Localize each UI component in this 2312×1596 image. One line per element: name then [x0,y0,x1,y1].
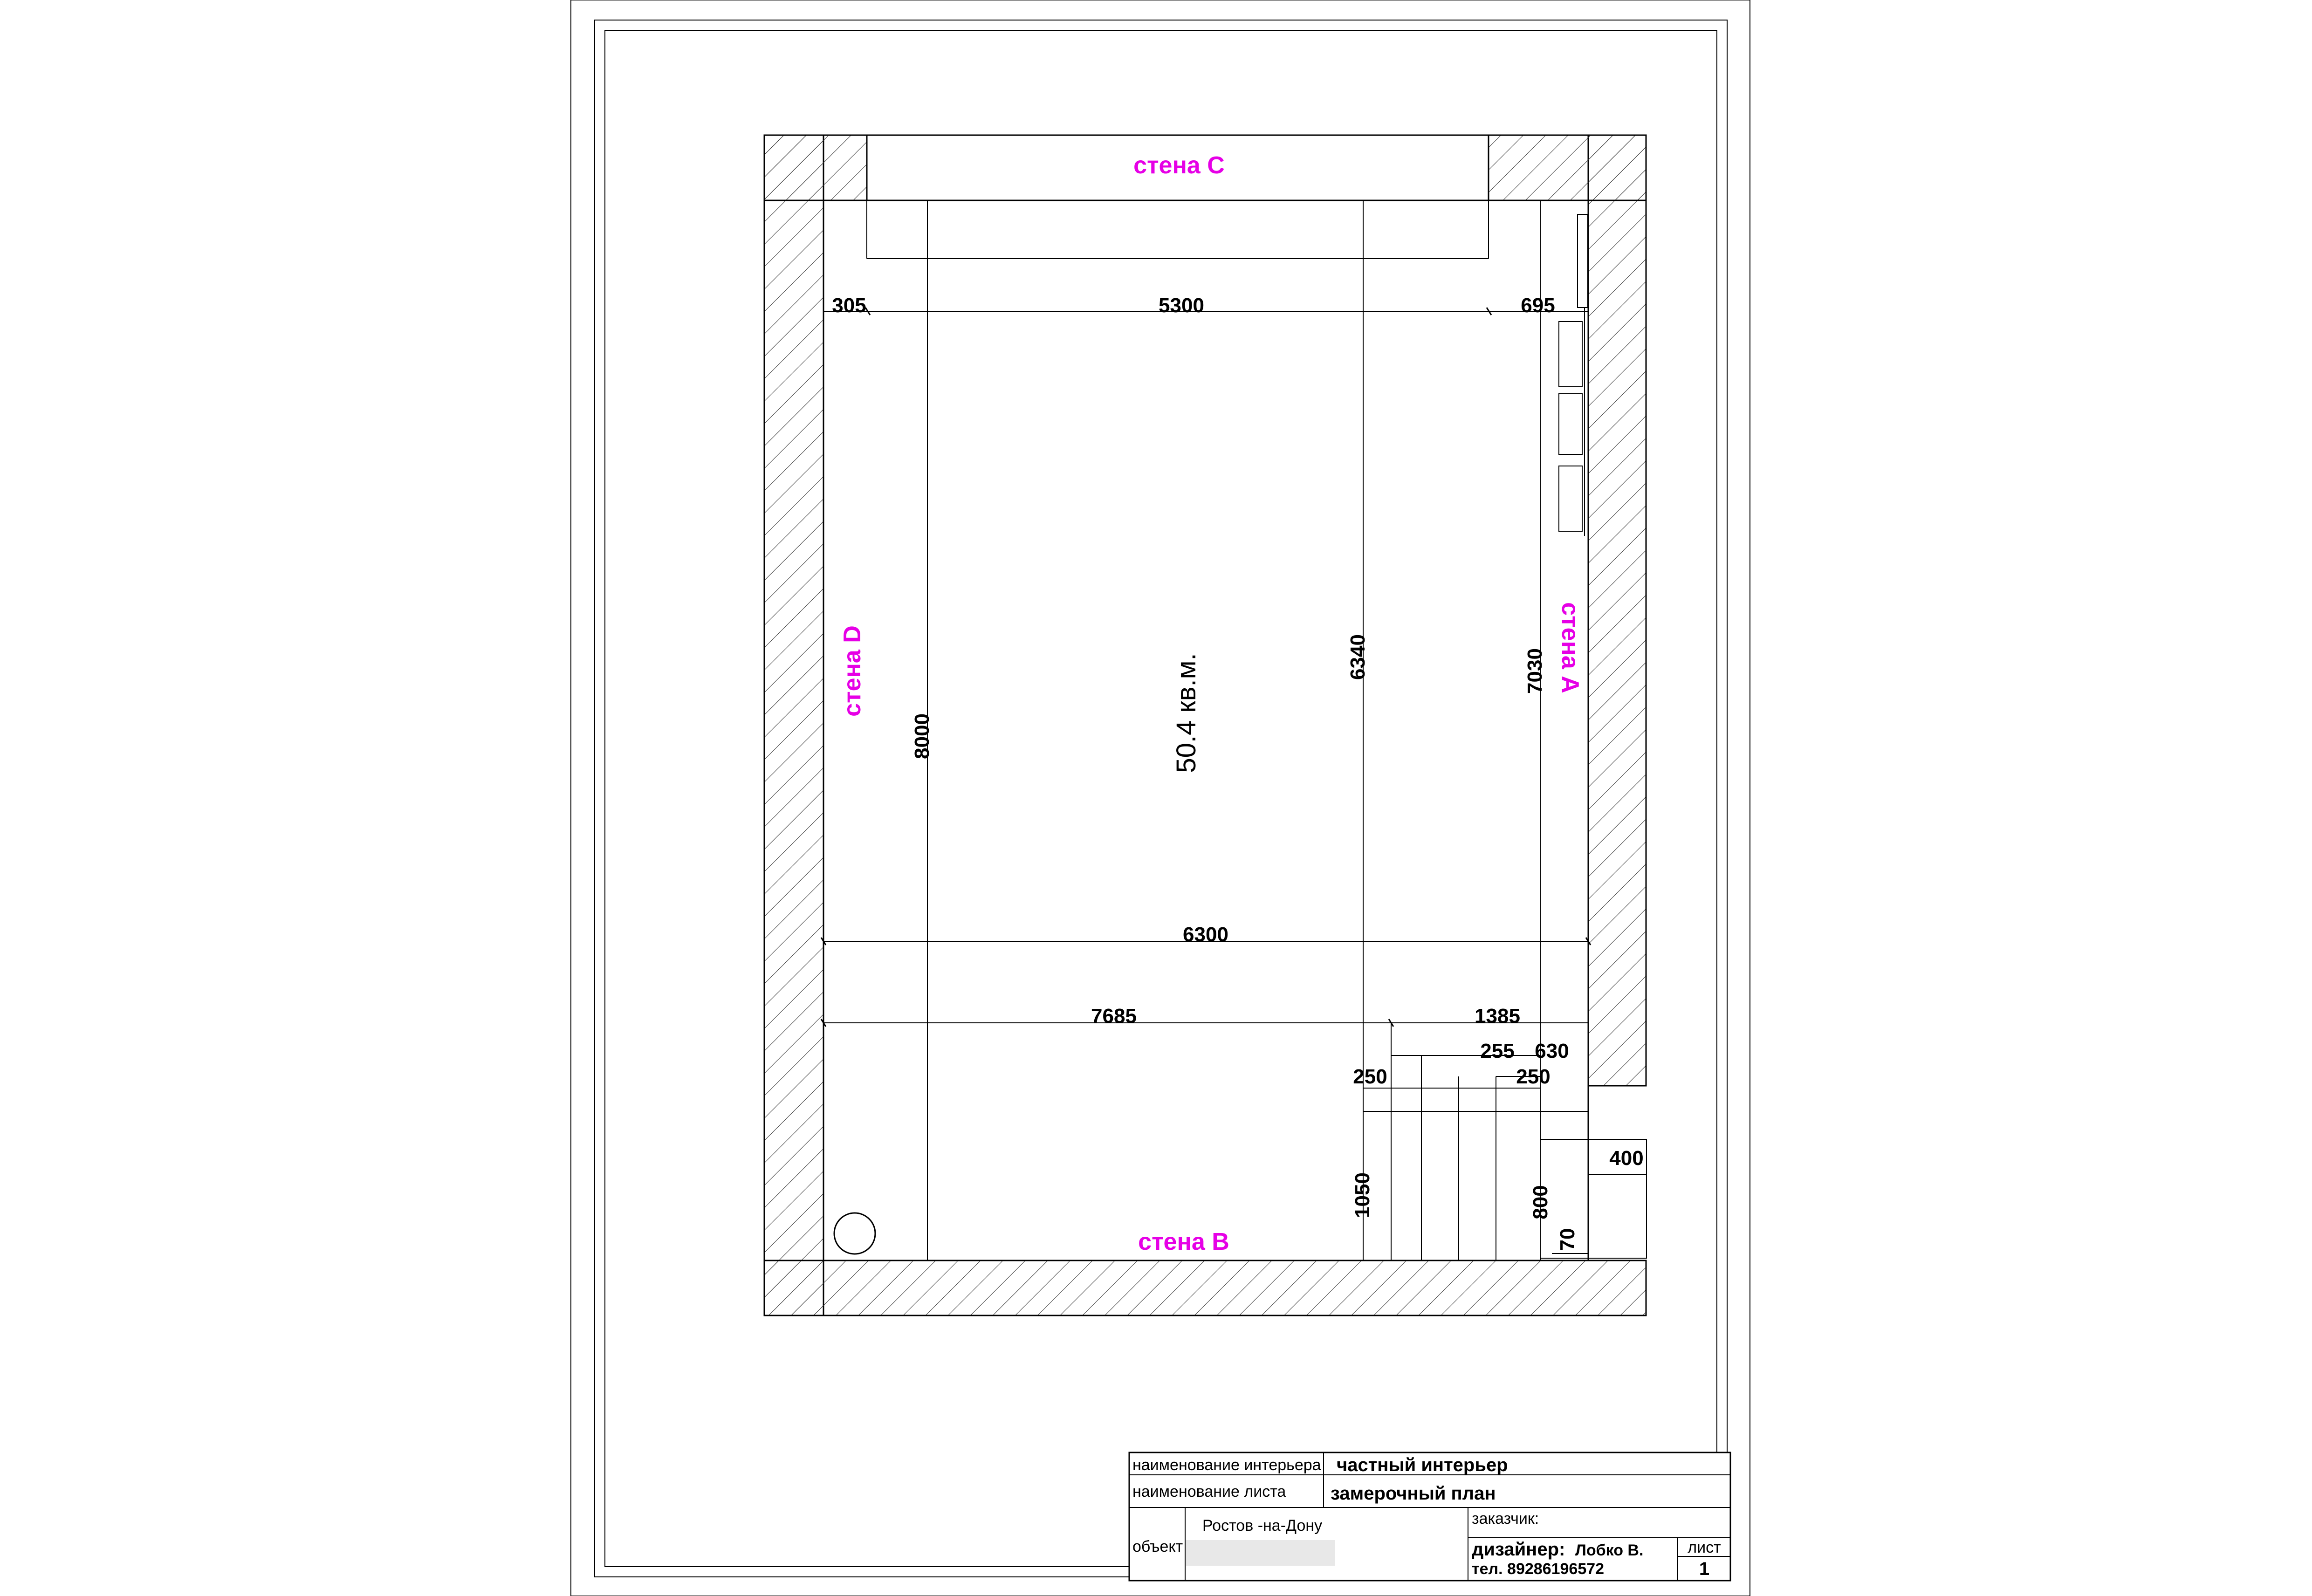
dim-250-right: 250 [1516,1065,1550,1088]
dim-8000: 8000 [911,713,933,759]
dim-255: 255 [1480,1040,1515,1062]
dim-1050: 1050 [1351,1172,1374,1218]
wall-label-a: стена A [1557,602,1584,693]
dim-400: 400 [1609,1147,1644,1170]
dim-1385: 1385 [1475,1005,1520,1027]
wall-label-c: стена C [1133,152,1225,179]
dim-6300: 6300 [1183,923,1228,946]
dim-70: 70 [1556,1228,1579,1251]
tb-designer-label: дизайнер: [1472,1539,1565,1560]
dim-250-left: 250 [1353,1065,1387,1088]
dim-7685: 7685 [1091,1005,1137,1027]
tb-interior-label: наименование интерьера [1132,1456,1321,1474]
tb-phone: тел. 89286196572 [1472,1560,1605,1578]
dim-305: 305 [832,294,866,317]
tb-sheet-no: 1 [1699,1559,1710,1579]
walls [764,135,1646,1315]
dim-5300: 5300 [1159,294,1204,317]
dim-6340: 6340 [1346,634,1369,680]
dim-695: 695 [1521,294,1555,317]
wall-label-b: стена B [1138,1228,1229,1255]
dim-7030: 7030 [1523,648,1546,694]
tb-object-address-blur [1186,1540,1335,1566]
tb-interior-value: частный интерьер [1337,1455,1508,1475]
area-label: 50.4 кв.м. [1171,653,1201,773]
tb-sheet-no-label: лист [1688,1539,1721,1556]
title-block [1129,1452,1730,1581]
tb-sheet-label: наименование листа [1132,1483,1286,1500]
tb-object-city: Ростов -на-Дону [1202,1517,1323,1534]
tb-designer-name: Лобко В. [1575,1541,1644,1559]
tb-object-label: объект [1132,1538,1183,1555]
tb-customer-label: заказчик: [1472,1510,1539,1528]
dim-800: 800 [1529,1185,1552,1219]
wall-label-d: стена D [839,625,866,717]
tb-sheet-value: замерочный план [1331,1483,1496,1504]
dim-630: 630 [1535,1040,1569,1062]
